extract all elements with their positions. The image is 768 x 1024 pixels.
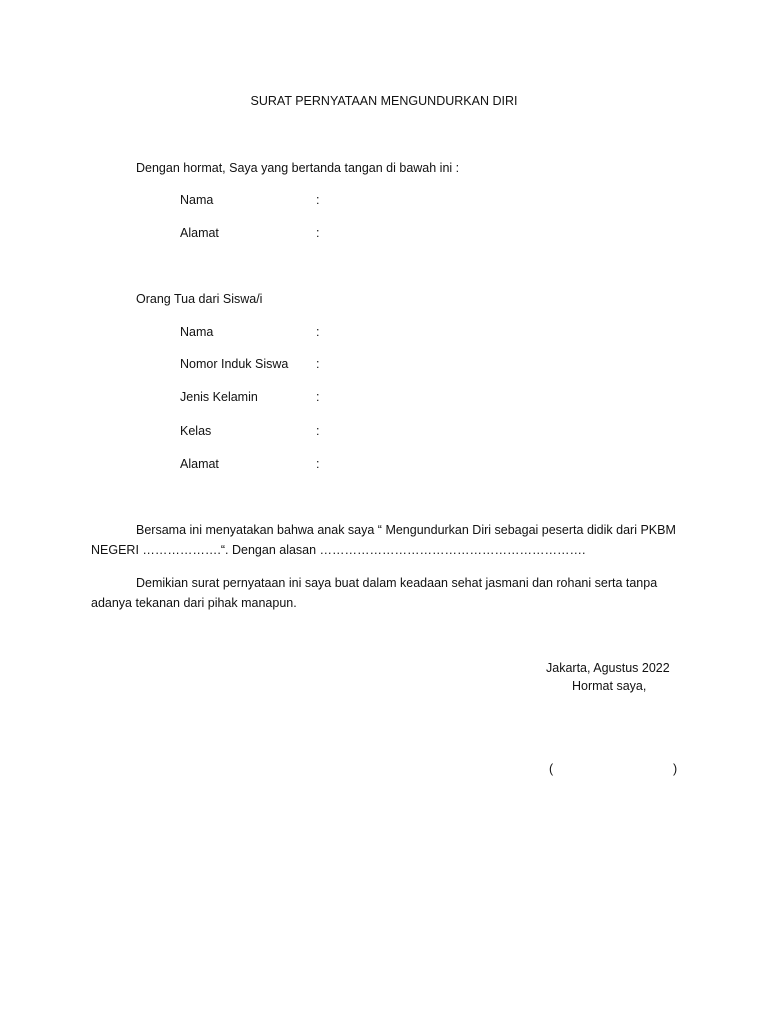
statement-line-2: NEGERI ……………….“. Dengan alasan ……………………………………………………….: [91, 543, 586, 557]
field-colon: :: [316, 357, 320, 371]
field-label: Alamat: [180, 226, 219, 240]
student-heading: Orang Tua dari Siswa/i: [136, 292, 263, 306]
field-colon: :: [316, 424, 320, 438]
field-label: Nomor Induk Siswa: [180, 357, 289, 371]
field-label: Jenis Kelamin: [180, 390, 258, 404]
parent-name-field: [180, 193, 380, 211]
regards-text: Hormat saya,: [572, 679, 647, 693]
field-colon: :: [316, 390, 320, 404]
field-label: Nama: [180, 325, 214, 339]
place-date: Jakarta, Agustus 2022: [546, 661, 670, 675]
opening-line: Dengan hormat, Saya yang bertanda tangan di bawah ini :: [136, 161, 460, 175]
letter-title: SURAT PERNYATAAN MENGUNDURKAN DIRI: [250, 94, 518, 108]
closing-line-1: Demikian surat pernyataan ini saya buat dalam keadaan sehat jasmani dan rohani serta tanpa: [136, 576, 658, 590]
signature-close-paren: ): [673, 762, 678, 776]
parent-address-field: [180, 226, 380, 244]
field-colon: :: [316, 193, 320, 207]
field-label: Nama: [180, 193, 214, 207]
field-colon: :: [316, 325, 320, 339]
student-nis-field: [180, 357, 380, 375]
student-gender-field: [180, 390, 380, 408]
field-label: Kelas: [180, 424, 212, 438]
field-label: Alamat: [180, 457, 219, 471]
student-name-field: [180, 325, 380, 343]
closing-line-2: adanya tekanan dari pihak manapun.: [91, 596, 297, 610]
statement-line-1: Bersama ini menyatakan bahwa anak saya “ Mengundurkan Diri sebagai peserta didik dari PKBM: [136, 523, 676, 537]
field-colon: :: [316, 226, 320, 240]
student-address-field: [180, 457, 380, 475]
signature-open-paren: (: [549, 762, 554, 776]
field-colon: :: [316, 457, 320, 471]
student-class-field: [180, 424, 380, 442]
